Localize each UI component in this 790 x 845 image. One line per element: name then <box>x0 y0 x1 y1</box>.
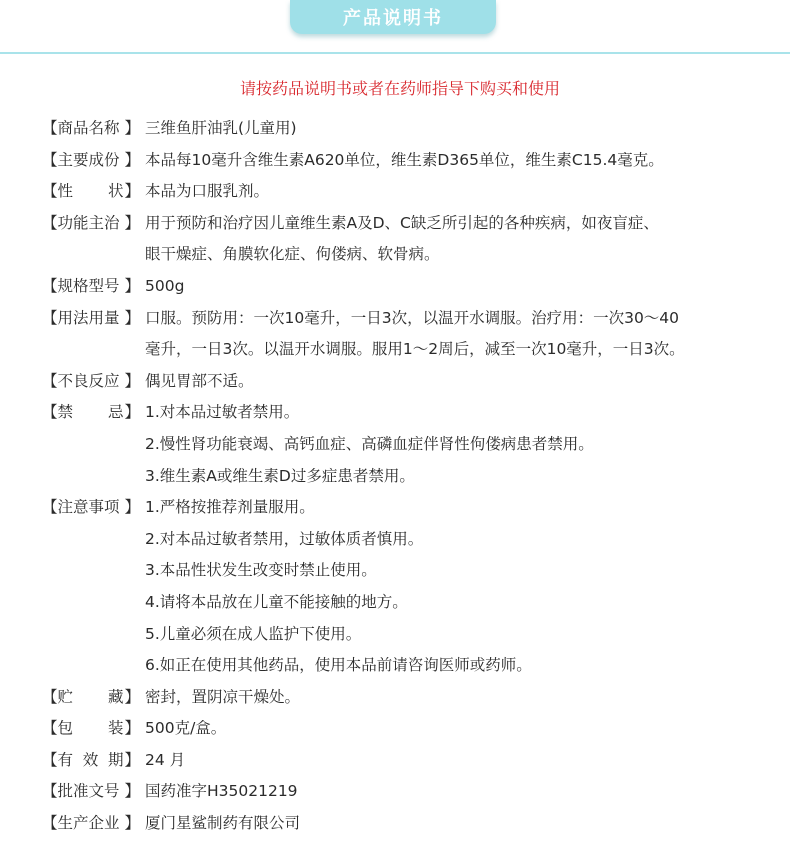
leaflet-entry <box>42 780 782 802</box>
entry-label-text: 性 状 <box>57 182 124 201</box>
entry-label <box>42 117 140 139</box>
label-bracket-right: 】 <box>124 150 140 169</box>
entry-label-text: 注意事项 <box>57 498 120 517</box>
label-bracket-left: 【 <box>42 782 58 801</box>
entry-content <box>140 180 782 202</box>
entry-content <box>140 717 782 739</box>
entry-line: 口服。预防用：一次10毫升，一日3次，以温开水调服。治疗用：一次30～40 <box>145 308 680 327</box>
entry-line: 本品每10毫升含维生素A620单位，维生素D365单位，维生素C15.4毫克。 <box>145 150 664 169</box>
entry-line: 三维鱼肝油乳(儿童用) <box>145 119 297 137</box>
label-bracket-right: 】 <box>124 687 140 706</box>
leaflet-entry <box>42 496 782 676</box>
entry-label <box>42 717 140 739</box>
leaflet-entry <box>42 749 782 771</box>
leaflet-entry <box>42 149 782 171</box>
leaflet-entry <box>42 117 782 139</box>
entry-label-text: 商品名称 <box>57 119 120 137</box>
entry-content <box>140 686 782 708</box>
page-title-tab <box>290 0 496 34</box>
entry-content <box>140 275 782 297</box>
entry-content <box>140 149 782 171</box>
label-bracket-right: 】 <box>124 498 140 517</box>
leaflet-entry <box>42 212 782 266</box>
entry-label-text: 禁 忌 <box>57 403 124 422</box>
entry-label <box>42 686 140 708</box>
entry-label-text: 有 效 期 <box>57 750 124 769</box>
entry-content <box>140 812 782 834</box>
entry-label <box>42 149 140 171</box>
leaflet-entry <box>42 686 782 708</box>
entry-line: 4.请将本品放在儿童不能接触的地方。 <box>145 592 408 611</box>
label-bracket-left: 【 <box>42 213 58 232</box>
entry-label-text: 贮 藏 <box>57 687 124 706</box>
label-bracket-right: 】 <box>124 750 140 769</box>
entry-line: 2.对本品过敏者禁用，过敏体质者慎用。 <box>145 529 424 548</box>
page-title: 产品说明书 <box>343 8 443 29</box>
entry-line: 6.如正在使用其他药品，使用本品前请咨询医师或药师。 <box>145 656 532 675</box>
leaflet-entry <box>42 307 782 361</box>
entry-label <box>42 212 140 234</box>
entry-label-text: 功能主治 <box>57 213 120 232</box>
entry-line: 密封，置阴凉干燥处。 <box>145 687 301 706</box>
entry-content <box>140 496 782 676</box>
entry-label <box>42 496 140 518</box>
entry-label-text: 生产企业 <box>57 814 120 833</box>
entry-line: 500g <box>145 276 185 295</box>
entry-label-text: 规格型号 <box>57 276 120 295</box>
label-bracket-right: 】 <box>124 308 140 327</box>
entry-content <box>140 749 782 771</box>
label-bracket-left: 【 <box>42 750 58 769</box>
entry-label-text: 用法用量 <box>57 308 120 327</box>
entry-line: 眼干燥症、角膜软化症、佝偻病、软骨病。 <box>145 245 440 264</box>
entry-content <box>140 370 782 392</box>
leaflet-entry <box>42 370 782 392</box>
leaflet-entry <box>42 401 782 486</box>
entry-label <box>42 780 140 802</box>
entry-label <box>42 812 140 834</box>
label-bracket-right: 】 <box>124 719 140 738</box>
label-bracket-right: 】 <box>124 213 140 232</box>
label-bracket-left: 【 <box>42 308 58 327</box>
label-bracket-right: 】 <box>124 814 140 833</box>
entry-line: 国药准字H35021219 <box>145 782 298 801</box>
entry-label-text: 包 装 <box>57 719 124 738</box>
entry-line: 偶见胃部不适。 <box>145 371 254 390</box>
entry-line: 2.慢性肾功能衰竭、高钙血症、高磷血症伴肾性佝偻病患者禁用。 <box>145 434 594 453</box>
entry-content <box>140 117 782 139</box>
label-bracket-left: 【 <box>42 687 58 706</box>
entry-line: 本品为口服乳剂。 <box>145 182 270 201</box>
entry-label <box>42 180 140 202</box>
entry-label <box>42 370 140 392</box>
entry-label <box>42 401 140 423</box>
leaflet-entry <box>42 812 782 834</box>
label-bracket-left: 【 <box>42 119 58 137</box>
label-bracket-right: 】 <box>124 119 140 137</box>
entry-line: 3.维生素A或维生素D过多症患者禁用。 <box>145 466 415 485</box>
entry-label-text: 批准文号 <box>57 782 120 801</box>
entry-content <box>140 401 782 486</box>
entry-line: 1.对本品过敏者禁用。 <box>145 403 300 422</box>
leaflet-entry <box>42 717 782 739</box>
entry-line: 厦门星鲨制药有限公司 <box>145 814 301 833</box>
entry-line: 24 月 <box>145 750 186 769</box>
entry-content <box>140 780 782 802</box>
label-bracket-left: 【 <box>42 719 58 738</box>
entry-line: 3.本品性状发生改变时禁止使用。 <box>145 561 377 580</box>
entry-line: 1.严格按推荐剂量服用。 <box>145 498 315 517</box>
label-bracket-left: 【 <box>42 403 58 422</box>
entry-label-text: 不良反应 <box>57 371 120 390</box>
entry-line: 500克/盒。 <box>145 719 227 738</box>
label-bracket-right: 】 <box>124 182 140 201</box>
label-bracket-right: 】 <box>124 371 140 390</box>
entry-label-text: 主要成份 <box>57 150 120 169</box>
leaflet-entry <box>42 180 782 202</box>
entry-content <box>140 307 782 361</box>
leaflet-entry <box>42 275 782 297</box>
label-bracket-left: 【 <box>42 498 58 517</box>
label-bracket-left: 【 <box>42 814 58 833</box>
label-bracket-left: 【 <box>42 150 58 169</box>
leaflet-entries <box>42 117 782 844</box>
label-bracket-right: 】 <box>124 276 140 295</box>
entry-content <box>140 212 782 266</box>
label-bracket-right: 】 <box>124 403 140 422</box>
purchase-notice: 请按药品说明书或者在药师指导下购买和使用 <box>239 79 560 98</box>
entry-line: 用于预防和治疗因儿童维生素A及D、C缺乏所引起的各种疾病，如夜盲症、 <box>145 213 659 232</box>
label-bracket-right: 】 <box>124 782 140 801</box>
label-bracket-left: 【 <box>42 371 58 390</box>
entry-line: 毫升，一日3次。以温开水调服。服用1～2周后，减至一次10毫升，一日3次。 <box>145 340 685 359</box>
entry-label <box>42 749 140 771</box>
label-bracket-left: 【 <box>42 276 58 295</box>
label-bracket-left: 【 <box>42 182 58 201</box>
header-divider <box>0 52 790 54</box>
entry-label <box>42 275 140 297</box>
entry-line: 5.儿童必须在成人监护下使用。 <box>145 624 362 643</box>
entry-label <box>42 307 140 329</box>
